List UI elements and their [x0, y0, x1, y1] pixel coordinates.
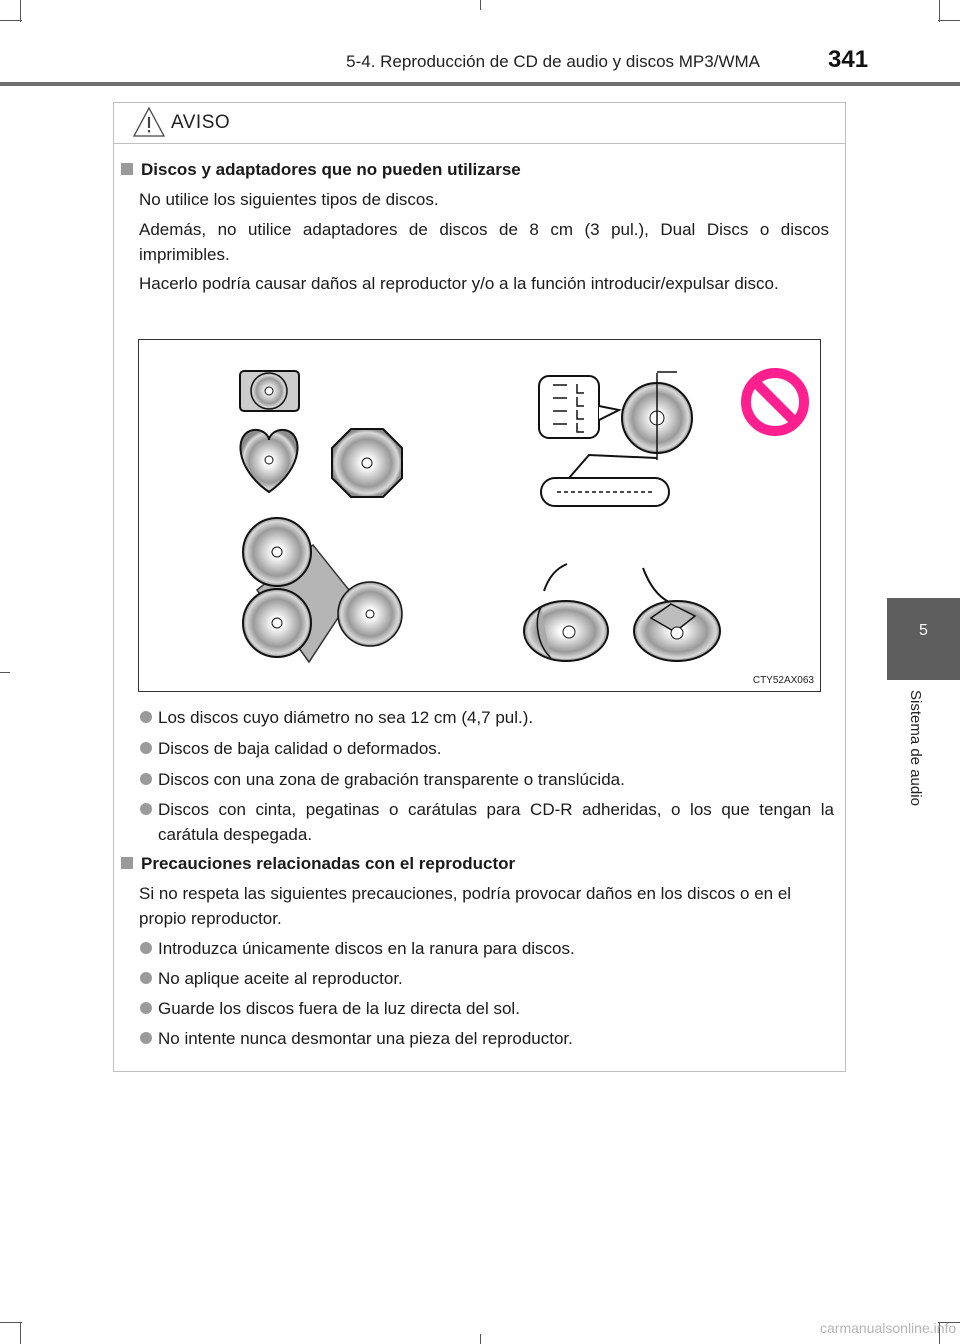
paragraph: No utilice los siguientes tipos de discos.	[139, 190, 439, 209]
bullet-dot-icon	[140, 742, 152, 754]
crop-mark	[939, 0, 940, 22]
crop-mark	[0, 672, 10, 673]
list-item-text: Introduzca únicamente discos en la ranura para discos.	[158, 939, 575, 958]
bullet-dot-icon	[140, 1032, 152, 1044]
running-header: 5-4. Reproducción de CD de audio y discos MP3/WMA	[346, 52, 760, 71]
disc-illustration	[138, 339, 821, 692]
paragraph: Además, no utilice adaptadores de discos de 8 cm (3 pul.), Dual Discs o discos imprimibles.	[139, 220, 829, 264]
section-heading	[121, 160, 521, 180]
bullet-dot-icon	[140, 773, 152, 785]
section-heading	[121, 854, 515, 874]
figure-code: CTY52AX063	[752, 675, 814, 686]
paragraph: Hacerlo podría causar daños al reproductor y/o a la función introducir/expulsar disco.	[139, 274, 779, 293]
crop-mark	[480, 0, 481, 10]
header-rule	[0, 82, 960, 86]
paragraph: Si no respeta las siguientes precauciones, podría provocar daños en los discos o en el propio reproductor.	[139, 884, 792, 928]
bullet-dot-icon	[140, 803, 152, 815]
list-item-text: Discos con una zona de grabación transparente o translúcida.	[158, 770, 625, 789]
watermark: carmanualsonline.info	[820, 1320, 957, 1336]
bullet-dot-icon	[140, 942, 152, 954]
square-bullet-icon	[121, 163, 133, 175]
list-item	[158, 736, 833, 761]
disc-illustration-graphic	[139, 340, 820, 691]
list-item-text: Discos con cinta, pegatinas o carátulas para CD-R adheridas, o los que tengan la carátula despegada.	[158, 800, 834, 844]
chapter-label: Sistema de audio	[907, 690, 924, 806]
bullet-dot-icon	[140, 972, 152, 984]
crop-mark	[480, 1334, 481, 1344]
chapter-label-wrap	[887, 680, 960, 820]
section-heading-text: Discos y adaptadores que no pueden utilizarse	[141, 160, 521, 179]
crop-mark	[20, 0, 21, 22]
page-number: 341	[828, 46, 869, 73]
crop-mark	[20, 1322, 21, 1344]
section-heading-text: Precauciones relacionadas con el reproductor	[141, 854, 516, 873]
list-item-text: Los discos cuyo diámetro no sea 12 cm (4,7 pul.).	[158, 708, 534, 727]
chapter-tab	[887, 598, 960, 680]
list-item-text: No aplique aceite al reproductor.	[158, 969, 403, 988]
crop-mark	[0, 20, 22, 21]
crop-mark	[938, 20, 960, 21]
list-item	[158, 797, 834, 847]
bullet-dot-icon	[140, 711, 152, 723]
list-item	[158, 966, 833, 991]
warning-title: AVISO	[171, 112, 231, 133]
list-item	[158, 1026, 833, 1051]
list-item	[158, 767, 833, 792]
list-item-text: Guarde los discos fuera de la luz directa del sol.	[158, 999, 520, 1018]
warning-header	[114, 103, 845, 144]
list-item	[158, 705, 833, 730]
list-item	[158, 996, 833, 1021]
square-bullet-icon	[121, 857, 133, 869]
bullet-dot-icon	[140, 1002, 152, 1014]
list-item	[158, 936, 833, 961]
crop-mark	[0, 1322, 22, 1323]
list-item-text: No intente nunca desmontar una pieza del reproductor.	[158, 1029, 573, 1048]
list-item-text: Discos de baja calidad o deformados.	[158, 739, 442, 758]
warning-triangle-icon	[132, 106, 166, 138]
chapter-number: 5	[919, 622, 928, 639]
